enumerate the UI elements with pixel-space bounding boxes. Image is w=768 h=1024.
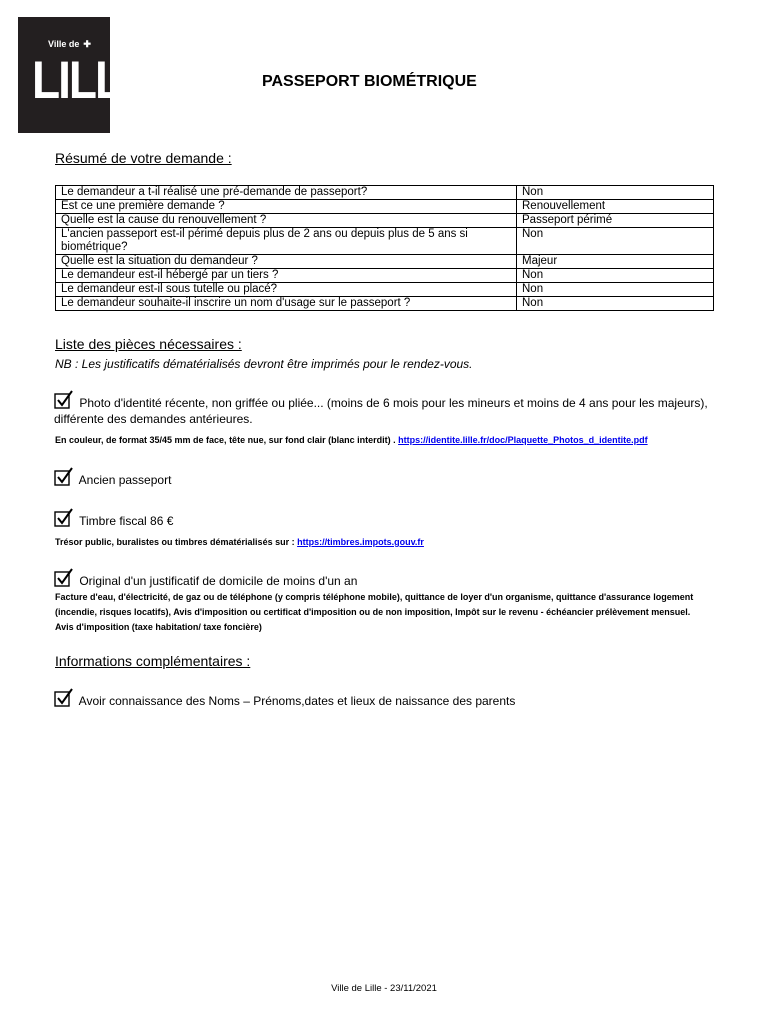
pieces-heading: Liste des pièces nécessaires : <box>55 336 242 352</box>
list-item <box>54 390 714 427</box>
table-row: Le demandeur est-il sous tutelle ou placé? Non <box>56 283 714 297</box>
table-row: Le demandeur a t-il réalisé une pré-demande de passeport? Non <box>56 186 714 200</box>
photo-info-link[interactable]: https://identite.lille.fr/doc/Plaquette_Photos_d_identite.pdf <box>398 435 648 445</box>
list-item <box>54 688 515 709</box>
item-label: Ancien passeport <box>78 473 172 487</box>
table-row: Quelle est la cause du renouvellement ? Passeport périmé <box>56 214 714 228</box>
list-item <box>54 568 357 589</box>
checkbox-checked-icon <box>54 390 74 410</box>
nb-note: NB : Les justificatifs dématérialisés devront être imprimés pour le rendez-vous. <box>55 357 473 371</box>
footer: Ville de Lille - 23/11/2021 <box>331 983 437 994</box>
item-note: Trésor public, buralistes ou timbres dématérialisés sur : https://timbres.impots.gouv.fr <box>55 537 424 547</box>
logo-small-text: Ville de ✚ <box>48 39 91 49</box>
logo-cross-icon: ✚ <box>83 39 91 49</box>
summary-table <box>55 185 714 311</box>
checkbox-checked-icon <box>54 568 74 588</box>
page-title: PASSEPORT BIOMÉTRIQUE <box>262 73 477 90</box>
list-item <box>54 467 171 488</box>
list-item <box>54 508 173 529</box>
item-label: Avoir connaissance des Noms – Prénoms,dates et lieux de naissance des parents <box>78 694 516 708</box>
table-row: Quelle est la situation du demandeur ? Majeur <box>56 255 714 269</box>
summary-heading: Résumé de votre demande : <box>55 150 232 166</box>
infos-heading: Informations complémentaires : <box>55 653 251 669</box>
checkbox-checked-icon <box>54 467 74 487</box>
table-row: Est ce une première demande ? Renouvellement <box>56 200 714 214</box>
logo-big-text: LILLE <box>32 49 150 110</box>
table-row: Le demandeur est-il hébergé par un tiers ? Non <box>56 269 714 283</box>
table-row: L'ancien passeport est-il périmé depuis plus de 2 ans ou depuis plus de 5 ans si biométrique? Non <box>56 228 714 255</box>
timbres-link[interactable]: https://timbres.impots.gouv.fr <box>297 537 424 547</box>
item-note: En couleur, de format 35/45 mm de face, tête nue, sur fond clair (blanc interdit) . https://identite.lille.fr/doc/Plaquette_Photos_d_identite.pdf <box>55 435 648 445</box>
item-note: Facture d'eau, d'électricité, de gaz ou de téléphone (y compris téléphone mobile), quittance de loyer d'un organisme, quittance d'assurance logement (incendie, risques locatifs), Avis d'imposition ou certificat d'imposition ou de non imposition, Impôt sur le revenu - échéancier prélèvement mensuel. Avis d'imposition (taxe habitation/ taxe foncière) <box>55 592 694 632</box>
item-label: Photo d'identité récente, non griffée ou pliée... (moins de 6 mois pour les mineurs et moins de 4 ans pour les majeurs), différente des demandes antérieures. <box>54 396 708 426</box>
item-label: Timbre fiscal 86 € <box>79 514 174 528</box>
checkbox-checked-icon <box>54 688 74 708</box>
checkbox-checked-icon <box>54 508 74 528</box>
table-row: Le demandeur souhaite-il inscrire un nom d'usage sur le passeport ? Non <box>56 297 714 311</box>
ville-de-lille-logo <box>18 17 150 133</box>
item-label: Original d'un justificatif de domicile de moins d'un an <box>79 574 358 588</box>
